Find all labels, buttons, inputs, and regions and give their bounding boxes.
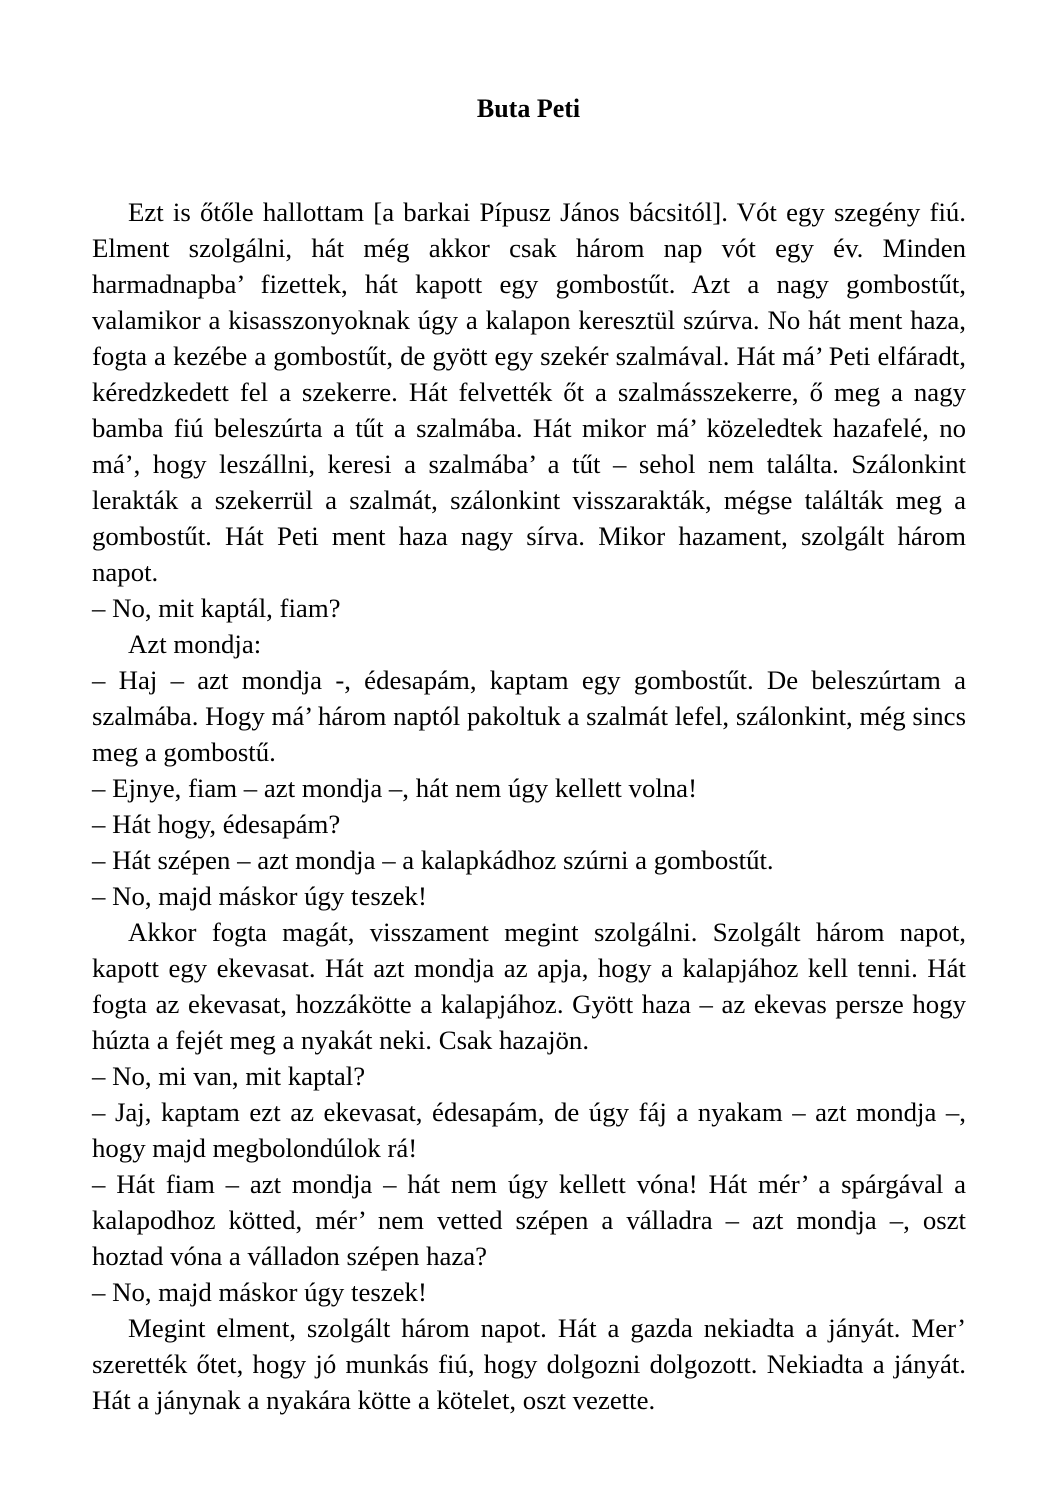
dialogue-line: – No, majd máskor úgy teszek! <box>92 1277 427 1307</box>
dialogue-line: – Hát fiam – azt mondja – hát nem úgy kellett vóna! Hát mér’ a spárgával a kalapodhoz kötted, mér’ nem vetted szépen a válladra – azt mondja –, oszt hoztad vóna a válladon szépen haza? <box>92 1169 966 1271</box>
dialogue-line: – No, mit kaptál, fiam? <box>92 593 341 623</box>
dialogue-line: – Jaj, kaptam ezt az ekevasat, édesapám, de úgy fáj a nyakam – azt mondja –, hogy majd megbolondúlok rá! <box>92 1097 966 1163</box>
dialogue-line: – No, mi van, mit kaptal? <box>92 1061 366 1091</box>
dialogue-line: – Hát hogy, édesapám? <box>92 809 341 839</box>
paragraph: Ezt is őtőle hallottam [a barkai Pípusz János bácsitól]. Vót egy szegény fiú. Elment szolgálni, hát még akkor csak három nap vót egy év. Minden harmadnapba’ fizettek, hát kapott egy gombostűt. Azt a nagy gombostűt, valamikor a kisasszonyoknak úgy a kalapon keresztül szúrva. No hát ment haza, fogta a kezébe a gombostűt, de gyött egy szekér szalmával. Hát má’ Peti elfáradt, kéredzkedett fel a szekerre. Hát felvették őt a szalmásszekerre, ő meg a nagy bamba fiú beleszúrta a tűt a szalmába. Hát mikor má’ közeledtek hazafelé, no má’, hogy leszállni, keresi a szalmába’ a tűt – sehol nem találta. Szálonkint lerakták a szekerrül a szalmát, szálonkint visszarakták, mégse találták meg a gombostűt. Hát Peti ment haza nagy sírva. Mikor hazament, szolgált három napot. <box>92 197 966 587</box>
paragraph: Akkor fogta magát, visszament megint szolgálni. Szolgált három napot, kapott egy ekevasat. Hát azt mondja az apja, hogy a kalapjához kell tenni. Hát fogta az ekevasat, hozzákötte a kalapjához. Gyött haza – az ekevas persze hogy húzta a fejét meg a nyakát neki. Csak hazajön. <box>92 917 966 1055</box>
paragraph: Azt mondja: <box>128 629 262 659</box>
story-body <box>92 194 966 1418</box>
dialogue-line: – No, majd máskor úgy teszek! <box>92 881 427 911</box>
dialogue-line: – Hát szépen – azt mondja – a kalapkádhoz szúrni a gombostűt. <box>92 845 774 875</box>
paragraph: Megint elment, szolgált három napot. Hát a gazda nekiadta a jányát. Mer’ szerették őtet, hogy jó munkás fiú, hogy dolgozni dolgozott. Nekiadta a jányát. Hát a jánynak a nyakára kötte a kötelet, oszt vezette. <box>92 1313 966 1415</box>
dialogue-line: – Haj – azt mondja -, édesapám, kaptam egy gombostűt. De beleszúrtam a szalmába. Hogy má’ három naptól pakoltuk a szalmát lefel, szálonkint, még sincs meg a gombostű. <box>92 665 966 767</box>
dialogue-line: – Ejnye, fiam – azt mondja –, hát nem úgy kellett volna! <box>92 773 697 803</box>
page-title: Buta Peti <box>476 94 581 123</box>
